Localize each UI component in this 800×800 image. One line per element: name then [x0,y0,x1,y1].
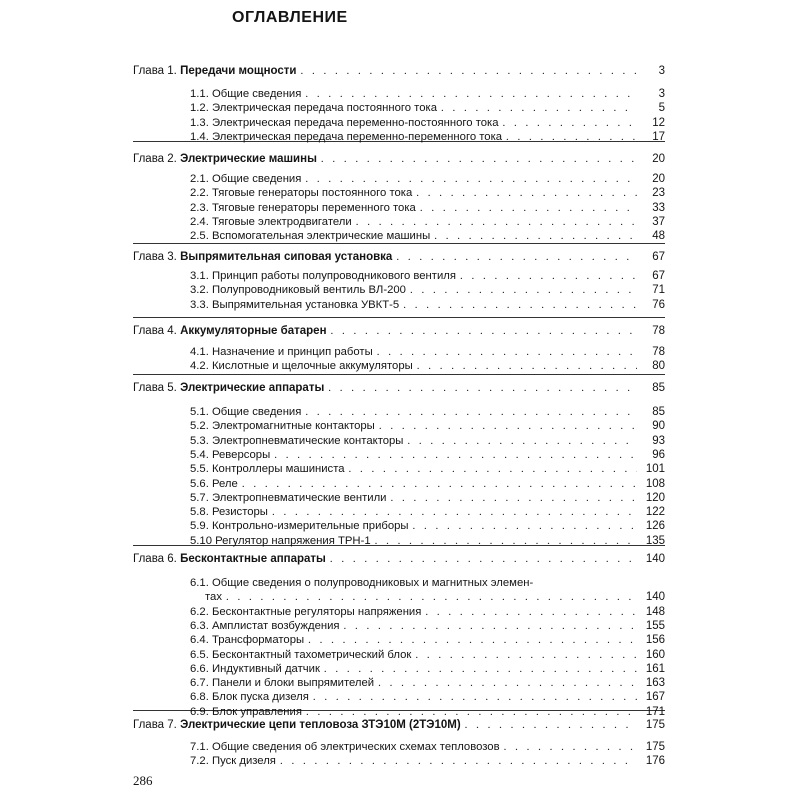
section-label: 5.2. Электромагнитные контакторы [190,420,375,433]
section-label: 5.3. Электропневматические контакторы [190,434,404,447]
chapter-label [133,324,327,338]
section-entry [190,269,665,283]
chapter-title: Аккумуляторные батарен [180,325,327,337]
section-label: 6.4. Трансформаторы [190,634,305,647]
chapter-label [133,381,324,395]
section-entry [190,576,665,590]
section-entry-continuation [205,590,665,604]
dot-leader [321,152,637,166]
chapter-page-number: 78 [652,325,665,337]
section-entry [190,215,665,229]
chapter-page-number: 175 [645,719,665,731]
section-entry [190,491,665,505]
section-label: 2.5. Вспомогательная электрические машины [190,230,431,243]
section-page-number: 23 [652,187,665,200]
section-label: 1.2. Электрическая передача постоянного тока [190,102,437,115]
section-page-number: 71 [652,284,665,297]
section-label: 7.1. Общие сведения об электрических схемах тепловозов [190,741,500,753]
section-entry [190,116,665,130]
section-page-number: 148 [645,605,665,618]
section-entry [190,705,665,719]
chapter-label [133,250,392,264]
dot-leader [305,87,637,101]
dot-leader [375,534,637,548]
section-page-number: 67 [652,270,665,282]
section-page-number: 37 [652,215,665,228]
section-page-number: 90 [652,420,665,433]
section-entry [190,633,665,647]
section-label: 4.2. Кислотные и щелочные аккумуляторы [190,360,413,373]
section-page-number: 135 [645,534,665,547]
section-entry [190,283,665,297]
dot-leader [460,269,637,283]
chapter-title: Электрические цепи тепловоза ЗТЭ10М (2ТЭ10М) [180,719,461,731]
section-label: 1.4. Электрическая передача переменно-переменного тока [190,130,503,143]
chapter-title: Электрические машины [180,153,317,165]
section-page-number: 93 [652,434,665,447]
chapter-number: Глава 1. [133,65,177,77]
section-entry [190,605,665,619]
section-entry [190,648,665,662]
section-entry [190,405,665,419]
section-page-number: 122 [645,506,665,519]
section-label: 4.1. Назначение и принцип работы [190,346,373,358]
section-entry [190,676,665,690]
dot-leader [410,283,637,297]
section-entry [190,534,665,548]
section-page-number: 96 [652,448,665,461]
section-entry [190,505,665,519]
section-entry [190,448,665,462]
section-label: 3.1. Принцип работы полупроводникового вентиля [190,270,456,282]
dot-leader [504,740,637,754]
chapter-title: Электрические аппараты [180,382,325,394]
dot-leader [272,505,637,519]
section-label: 1.3. Электрическая передача переменно-постоянного тока [190,116,499,129]
dot-leader [330,552,637,566]
section-entry [190,229,665,243]
dot-leader [226,590,637,604]
dot-leader [441,101,637,115]
dot-leader [313,690,637,704]
section-entry [190,690,665,704]
dot-leader [420,201,637,215]
section-entry [190,101,665,115]
section-divider [133,317,665,318]
section-label: 6.3. Амплистат возбуждения [190,619,340,632]
section-page-number: 160 [645,648,665,661]
section-page-number: 33 [652,201,665,214]
chapter-entry [133,324,665,338]
section-label: 3.3. Выпрямительная установка УВКТ-5 [190,298,400,311]
section-entry [190,345,665,359]
section-page-number: 171 [645,705,665,718]
section-label: 5.8. Резисторы [190,506,268,519]
section-entry [190,519,665,533]
chapter-entry [133,718,665,732]
dot-leader [434,229,637,243]
section-label: 6.1. Общие сведения о полупроводниковых и магнитных элемен- [190,577,534,589]
chapter-page-number: 20 [652,153,665,165]
chapter-page-number: 85 [652,382,665,394]
chapter-entry [133,152,665,166]
dot-leader [396,250,637,264]
section-label: 5.7. Электропневматические вентили [190,491,387,504]
section-page-number: 101 [645,463,665,476]
chapter-label [133,152,317,166]
section-page-number: 12 [652,116,665,129]
dot-leader [344,619,637,633]
dot-leader [465,718,637,732]
chapter-number: Глава 6. [133,553,177,565]
section-label: 6.8. Блок пуска дизеля [190,691,309,704]
chapter-page-number: 140 [645,553,665,565]
dot-leader [280,754,637,768]
section-label: 6.6. Индуктивный датчик [190,662,320,675]
chapter-number: Глава 7. [133,719,177,731]
chapter-title: Передачи мощности [180,65,297,77]
dot-leader [274,448,637,462]
section-entry [190,87,665,101]
section-page-number: 120 [645,491,665,504]
section-page-number: 85 [652,406,665,418]
section-entry [190,740,665,754]
section-entry [190,434,665,448]
section-page-number: 20 [652,173,665,185]
chapter-number: Глава 4. [133,325,177,337]
section-entry [190,172,665,186]
dot-leader [324,662,637,676]
chapter-label [133,64,297,78]
section-page-number: 76 [652,298,665,311]
section-label: 5.5. Контроллеры машиниста [190,463,345,476]
dot-leader [242,477,637,491]
section-page-number: 167 [645,691,665,704]
section-label: 2.2. Тяговые генераторы постоянного тока [190,187,413,200]
section-page-number: 176 [645,755,665,768]
chapter-entry [133,381,665,395]
dot-leader [417,359,637,373]
dot-leader [305,405,637,419]
dot-leader [377,345,637,359]
dot-leader [308,633,637,647]
dot-leader [378,676,637,690]
section-entry [190,298,665,312]
section-label: 5.6. Реле [190,477,238,490]
section-label: 6.7. Панели и блоки выпрямителей [190,677,375,690]
dot-leader [403,298,637,312]
chapter-title: Выпрямительная сиповая установка [180,251,393,263]
section-divider [133,374,665,375]
dot-leader [413,519,637,533]
dot-leader [328,381,637,395]
section-page-number: 80 [652,360,665,373]
section-label: 2.1. Общие сведения [190,173,302,185]
dot-leader [416,186,637,200]
section-label-continuation: тах [205,591,222,604]
section-label: 6.2. Бесконтактные регуляторы напряжения [190,605,422,618]
chapter-label [133,718,461,732]
section-page-number: 126 [645,520,665,533]
section-page-number: 48 [652,230,665,243]
dot-leader [306,705,637,719]
section-label: 3.2. Полупроводниковый вентиль ВЛ-200 [190,284,406,297]
dot-leader [349,462,637,476]
dot-leader [356,215,637,229]
section-label: 2.4. Тяговые электродвигатели [190,215,352,228]
chapter-entry [133,250,665,264]
chapter-entry [133,552,665,566]
dot-leader [301,64,638,78]
page-number: 286 [133,773,153,788]
section-page-number: 175 [645,741,665,753]
section-entry [190,419,665,433]
section-entry [190,662,665,676]
section-page-number: 3 [658,88,665,100]
section-label: 7.2. Пуск дизеля [190,755,276,768]
section-label: 5.4. Реверсоры [190,448,271,461]
dot-leader [425,605,637,619]
dot-leader [506,130,637,144]
section-page-number: 155 [645,619,665,632]
section-entry [190,619,665,633]
section-entry [190,359,665,373]
chapter-number: Глава 2. [133,153,177,165]
section-label: 6.5. Бесконтактный тахометрический блок [190,648,412,661]
dot-leader [390,491,637,505]
chapter-number: Глава 5. [133,382,177,394]
section-page-number: 5 [658,102,665,115]
dot-leader [407,434,637,448]
section-page-number: 156 [645,634,665,647]
section-page-number: 108 [645,477,665,490]
page-title: ОГЛАВЛЕНИЕ [232,9,348,26]
chapter-page-number: 3 [658,65,665,77]
chapter-entry [133,64,665,78]
section-entry [190,201,665,215]
section-page-number: 140 [645,591,665,604]
dot-leader [415,648,637,662]
dot-leader [331,324,637,338]
dot-leader [379,419,637,433]
section-label: 2.3. Тяговые генераторы переменного тока [190,201,416,214]
section-label: 1.1. Общие сведения [190,88,302,100]
chapter-page-number: 67 [652,251,665,263]
dot-leader [305,172,637,186]
section-page-number: 161 [645,662,665,675]
section-entry [190,130,665,144]
section-page-number: 78 [652,346,665,358]
section-page-number: 17 [652,130,665,143]
chapter-title: Бесконтактные аппараты [180,553,326,565]
chapter-label [133,552,326,566]
dot-leader [503,116,637,130]
section-page-number: 163 [645,677,665,690]
section-label: 5.9. Контрольно-измерительные приборы [190,520,409,533]
section-label: 5.1. Общие сведения [190,406,302,418]
section-label: 5.10 Регулятор напряжения ТРН-1 [190,534,371,547]
chapter-number: Глава 3. [133,251,177,263]
section-entry [190,462,665,476]
section-entry [190,477,665,491]
section-entry [190,186,665,200]
section-label: 6.9. Блок управления [190,705,302,718]
section-entry [190,754,665,768]
